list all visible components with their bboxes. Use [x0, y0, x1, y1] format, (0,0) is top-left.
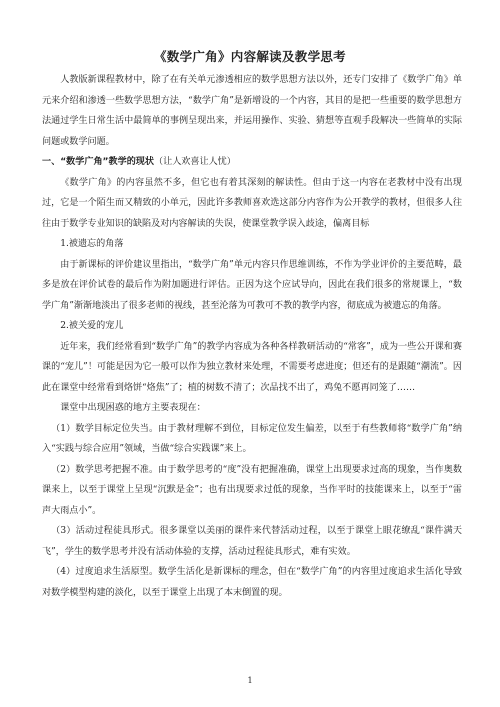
problems-intro: 课堂中出现困惑的地方主要表现在： — [60, 403, 206, 413]
document-body — [42, 70, 462, 603]
document-title: 《数学广角》内容解读及教学思考 — [153, 49, 346, 64]
problem-item: （3）活动过程徒具形式。很多课堂以美丽的课件来代替活动过程，以至于课堂上眼花缭乱“课件满天飞”，学生的数学思考并没有活动体验的支撑，活动过程徒具形式，难有实效。 — [42, 526, 462, 557]
section-heading-text: 一、“数学广角”教学的现状 — [42, 157, 154, 167]
problem-item: （4）过度追求生活原型。数学生活化是新课标的理念，但在“数学广角”的内容里过度追求生活化导致对数学模型构建的淡化，以至于课堂上出现了本末倒置的现。 — [42, 567, 462, 598]
subsection-text-2: 近年来，我们经常看到“数学广角”的教学内容成为各种各样教研活动的“常客”，成为一些公开课和赛课的“宠儿”！可能是因为它一般可以作为独立教材来处理，不需要考虑进度；但还有的是跟随“潮流”。因此在课堂中经常看到烙饼“烙焦”了；植的树数不清了；次品找不出了，鸡兔不愿再同笼了…… — [42, 341, 462, 393]
section-heading-note: （让人欢喜让人忧） — [154, 157, 236, 167]
intro-paragraph: 人教版新课程教材中，除了在有关单元渗透相应的数学思想方法以外，还专门安排了《数学广角》单元来介绍和渗透一些数学思想方法，“数学广角”是新增设的一个内容，其目的是把一些重要的数学思想方法通过学生日常生活中最简单的事例呈现出来，并运用操作、实验、猜想等直观手段解决一些简单的实际问题或数学问题。 — [42, 75, 462, 147]
problem-item: （1）数学目标定位失当。由于教材理解不到位，目标定位发生偏差，以至于有些教师将“数学广角”纳入“实践与综合应用”领域，当做“综合实践课”来上。 — [42, 423, 462, 454]
subsection-title-2: 2.被关爱的宠儿 — [60, 321, 124, 331]
page-number: 1 — [247, 676, 253, 685]
subsection-title-1: 1.被遗忘的角落 — [60, 239, 124, 249]
problem-item: （2）数学思考把握不准。由于数学思考的“度”没有把握准确，课堂上出现要求过高的现象，当作奥数课来上，以至于课堂上呈现“沉默是金”；也有出现要求过低的现象，当作平时的技能课来上，以至于“雷声大雨点小”。 — [42, 464, 462, 516]
subsection-text-1: 由于新课标的评价建议里指出，“数学广角”单元内容只作思维训练，不作为学业评价的主要范畴，最多是放在评价试卷的最后作为附加题进行评估。正因为这个应试导向，因此在我们很多的常规课上，“数学广角”渐渐地淡出了很多老师的视线，甚至沦落为可教可不教的教学内容，彻底成为被遗忘的角落。 — [42, 259, 462, 311]
section-paragraph: 《数学广角》的内容虽然不多，但它也有着其深刻的解读性。但由于这一内容在老教材中没有出现过，它是一个陌生而又精致的小单元，因此许多教师喜欢选这部分内容作为公开教学的教材，但很多人往往由于数学专业知识的缺陷及对内容解读的失误，使课堂教学误入歧途，偏离目标 — [42, 177, 462, 229]
section-heading — [42, 152, 462, 173]
